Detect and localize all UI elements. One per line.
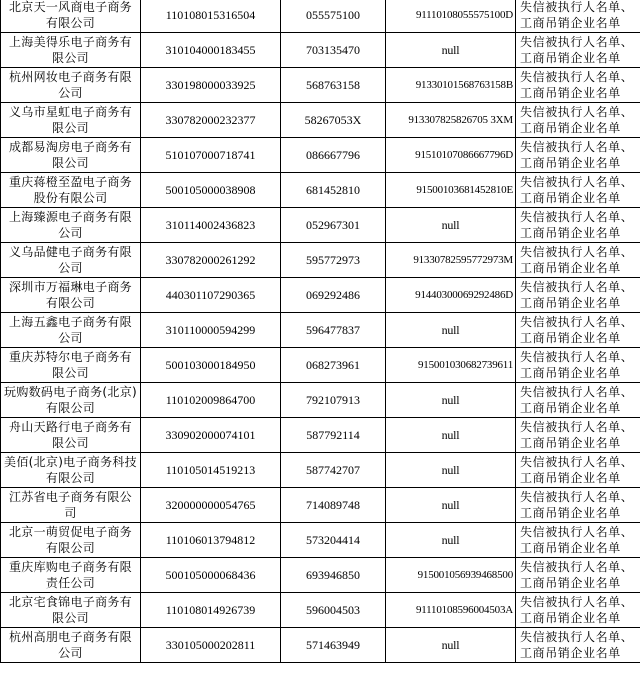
status-cell: 失信被执行人名单、工商吊销企业名单 xyxy=(516,418,640,453)
status-cell: 失信被执行人名单、工商吊销企业名单 xyxy=(516,0,640,33)
organization-code-cell: 596004503 xyxy=(281,593,386,628)
status-cell: 失信被执行人名单、工商吊销企业名单 xyxy=(516,138,640,173)
credit-code-cell: 91440300069292486D xyxy=(386,278,516,313)
status-cell: 失信被执行人名单、工商吊销企业名单 xyxy=(516,593,640,628)
credit-code-cell: null xyxy=(386,313,516,348)
registration-number-cell: 110108014926739 xyxy=(141,593,281,628)
status-cell: 失信被执行人名单、工商吊销企业名单 xyxy=(516,173,640,208)
status-cell: 失信被执行人名单、工商吊销企业名单 xyxy=(516,383,640,418)
registration-number-cell: 310114002436823 xyxy=(141,208,281,243)
table-row xyxy=(1,523,640,558)
company-name-cell: 成都易淘房电子商务有限公司 xyxy=(1,138,141,173)
registration-number-cell: 330198000033925 xyxy=(141,68,281,103)
registration-number-cell: 110102009864700 xyxy=(141,383,281,418)
credit-code-cell: 91110108055575100D xyxy=(386,0,516,33)
credit-code-cell: null xyxy=(386,523,516,558)
company-name-cell: 杭州网妆电子商务有限公司 xyxy=(1,68,141,103)
company-name-cell: 重庆库购电子商务有限责任公司 xyxy=(1,558,141,593)
credit-code-cell: 915001030682739611 xyxy=(386,348,516,383)
registration-number-cell: 110108015316504 xyxy=(141,0,281,33)
organization-code-cell: 069292486 xyxy=(281,278,386,313)
registration-number-cell: 510107000718741 xyxy=(141,138,281,173)
registration-number-cell: 310110000594299 xyxy=(141,313,281,348)
status-cell: 失信被执行人名单、工商吊销企业名单 xyxy=(516,103,640,138)
credit-code-cell: 913307825826705 3XM xyxy=(386,103,516,138)
organization-code-cell: 068273961 xyxy=(281,348,386,383)
company-name-cell: 义乌市星虹电子商务有限公司 xyxy=(1,103,141,138)
credit-code-cell: 91330101568763158B xyxy=(386,68,516,103)
table-row xyxy=(1,593,640,628)
company-name-cell: 重庆蒋橙至盈电子商务股份有限公司 xyxy=(1,173,141,208)
company-name-cell: 重庆苏特尔电子商务有限公司 xyxy=(1,348,141,383)
table-row xyxy=(1,418,640,453)
company-name-cell: 上海臻源电子商务有限公司 xyxy=(1,208,141,243)
credit-code-cell: null xyxy=(386,33,516,68)
table-row xyxy=(1,383,640,418)
organization-code-cell: 568763158 xyxy=(281,68,386,103)
company-name-cell: 舟山天路行电子商务有限公司 xyxy=(1,418,141,453)
credit-code-cell: null xyxy=(386,628,516,663)
registration-number-cell: 310104000183455 xyxy=(141,33,281,68)
registration-number-cell: 320000000054765 xyxy=(141,488,281,523)
registration-number-cell: 110106013794812 xyxy=(141,523,281,558)
company-name-cell: 玩购数码电子商务(北京)有限公司 xyxy=(1,383,141,418)
company-name-cell: 上海五鑫电子商务有限公司 xyxy=(1,313,141,348)
organization-code-cell: 58267053X xyxy=(281,103,386,138)
organization-code-cell: 573204414 xyxy=(281,523,386,558)
table-row xyxy=(1,33,640,68)
credit-code-cell: 91330782595772973M xyxy=(386,243,516,278)
table-row xyxy=(1,558,640,593)
registration-number-cell: 330105000202811 xyxy=(141,628,281,663)
status-cell: 失信被执行人名单、工商吊销企业名单 xyxy=(516,68,640,103)
registration-number-cell: 330902000074101 xyxy=(141,418,281,453)
table-row xyxy=(1,208,640,243)
credit-code-cell: null xyxy=(386,418,516,453)
organization-code-cell: 596477837 xyxy=(281,313,386,348)
organization-code-cell: 681452810 xyxy=(281,173,386,208)
organization-code-cell: 595772973 xyxy=(281,243,386,278)
registration-number-cell: 330782000261292 xyxy=(141,243,281,278)
credit-code-cell: 915001056939468500 xyxy=(386,558,516,593)
company-name-cell: 北京天一风商电子商务有限公司 xyxy=(1,0,141,33)
registration-number-cell: 500105000068436 xyxy=(141,558,281,593)
organization-code-cell: 587742707 xyxy=(281,453,386,488)
company-name-cell: 杭州高朋电子商务有限公司 xyxy=(1,628,141,663)
table-body xyxy=(1,0,640,663)
table-row xyxy=(1,313,640,348)
organization-code-cell: 714089748 xyxy=(281,488,386,523)
registration-number-cell: 500103000184950 xyxy=(141,348,281,383)
company-name-cell: 上海美得乐电子商务有限公司 xyxy=(1,33,141,68)
status-cell: 失信被执行人名单、工商吊销企业名单 xyxy=(516,453,640,488)
table-row xyxy=(1,628,640,663)
credit-code-cell: null xyxy=(386,453,516,488)
organization-code-cell: 693946850 xyxy=(281,558,386,593)
table-row xyxy=(1,173,640,208)
registration-number-cell: 440301107290365 xyxy=(141,278,281,313)
status-cell: 失信被执行人名单、工商吊销企业名单 xyxy=(516,313,640,348)
table-row xyxy=(1,348,640,383)
status-cell: 失信被执行人名单、工商吊销企业名单 xyxy=(516,558,640,593)
status-cell: 失信被执行人名单、工商吊销企业名单 xyxy=(516,33,640,68)
credit-code-cell: 91510107086667796D xyxy=(386,138,516,173)
status-cell: 失信被执行人名单、工商吊销企业名单 xyxy=(516,278,640,313)
credit-code-cell: 91500103681452810E xyxy=(386,173,516,208)
company-name-cell: 江苏省电子商务有限公司 xyxy=(1,488,141,523)
registration-number-cell: 330782000232377 xyxy=(141,103,281,138)
status-cell: 失信被执行人名单、工商吊销企业名单 xyxy=(516,243,640,278)
table-row xyxy=(1,103,640,138)
table-row xyxy=(1,0,640,33)
table-row xyxy=(1,453,640,488)
organization-code-cell: 571463949 xyxy=(281,628,386,663)
credit-code-cell: null xyxy=(386,383,516,418)
table-row xyxy=(1,488,640,523)
status-cell: 失信被执行人名单、工商吊销企业名单 xyxy=(516,628,640,663)
organization-code-cell: 052967301 xyxy=(281,208,386,243)
credit-code-cell: null xyxy=(386,208,516,243)
organization-code-cell: 703135470 xyxy=(281,33,386,68)
table-row xyxy=(1,278,640,313)
company-name-cell: 北京一萌贸促电子商务有限公司 xyxy=(1,523,141,558)
table-row xyxy=(1,68,640,103)
organization-code-cell: 587792114 xyxy=(281,418,386,453)
registration-number-cell: 500105000038908 xyxy=(141,173,281,208)
company-name-cell: 义乌品健电子商务有限公司 xyxy=(1,243,141,278)
credit-code-cell: null xyxy=(386,488,516,523)
status-cell: 失信被执行人名单、工商吊销企业名单 xyxy=(516,348,640,383)
status-cell: 失信被执行人名单、工商吊销企业名单 xyxy=(516,488,640,523)
table-row xyxy=(1,243,640,278)
organization-code-cell: 792107913 xyxy=(281,383,386,418)
company-name-cell: 美佰(北京)电子商务科技有限公司 xyxy=(1,453,141,488)
company-name-cell: 北京宅食锦电子商务有限公司 xyxy=(1,593,141,628)
table-row xyxy=(1,138,640,173)
status-cell: 失信被执行人名单、工商吊销企业名单 xyxy=(516,208,640,243)
company-name-cell: 深圳市万福琳电子商务有限公司 xyxy=(1,278,141,313)
organization-code-cell: 086667796 xyxy=(281,138,386,173)
credit-code-cell: 91110108596004503A xyxy=(386,593,516,628)
status-cell: 失信被执行人名单、工商吊销企业名单 xyxy=(516,523,640,558)
organization-code-cell: 055575100 xyxy=(281,0,386,33)
registration-number-cell: 110105014519213 xyxy=(141,453,281,488)
